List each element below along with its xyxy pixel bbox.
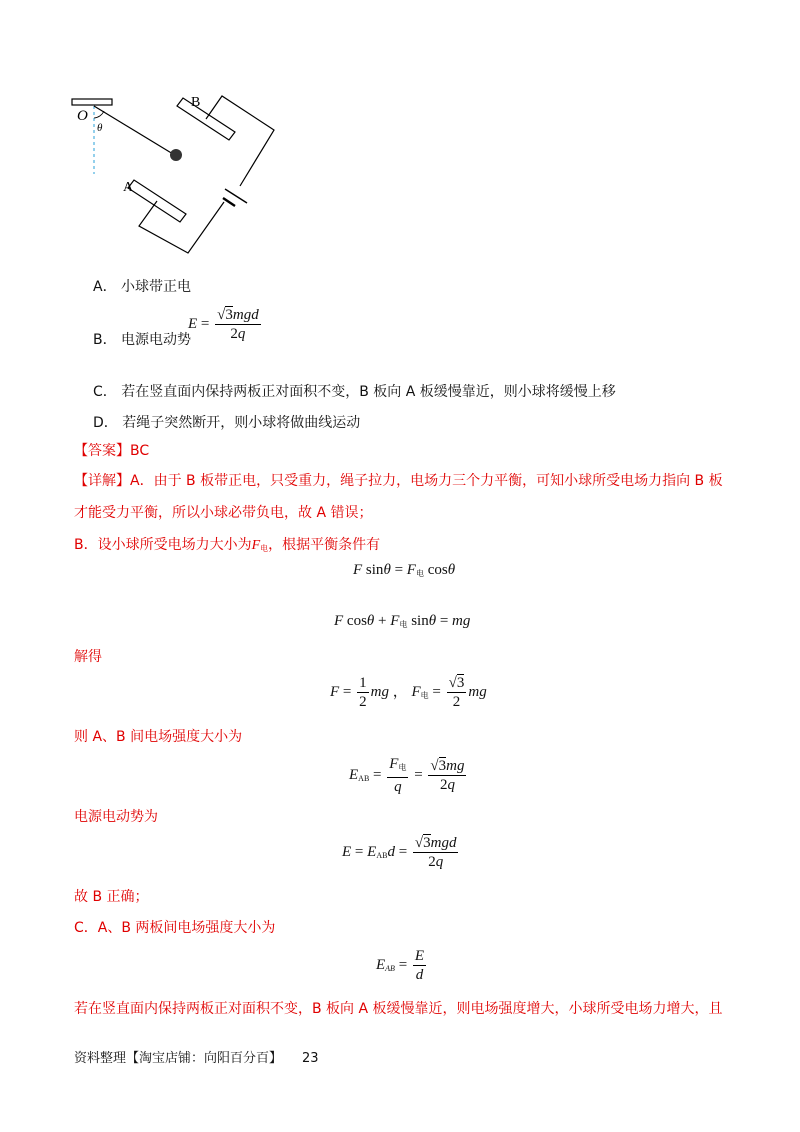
circuit-figure <box>60 90 300 260</box>
page-number: 23 <box>302 1051 319 1066</box>
explanation-line-1 <box>74 471 723 491</box>
equation-4: $E_{AB}$ = $\frac{F_电}{q}$ = $\frac{√3mg}{2q}$ <box>349 756 465 795</box>
label-theta: θ <box>97 122 103 134</box>
explanation-text-1: A．由于 B 板带正电，只受重力，绳子拉力，电场力三个力平衡，可知小球所受电场力指向 B 板 <box>130 473 723 489</box>
option-c: C． 若在竖直面内保持两板正对面积不变，B 板向 A 板缓慢靠近，则小球将缓慢上移 <box>93 384 616 400</box>
option-b-formula: E = $\frac{\text{√3mgd}}{2q}$ <box>188 307 259 342</box>
c-body-text: 若在竖直面内保持两板正对面积不变，B 板向 A 板缓慢靠近，则电场强度增大，小球所受电场力增大，且 <box>74 1001 723 1017</box>
angle-arc <box>94 111 104 118</box>
label-b: B <box>191 95 201 110</box>
explanation-line-2: 才能受力平衡，所以小球必带负电，故 A 错误； <box>74 505 373 521</box>
label-o: O <box>77 108 88 124</box>
option-d: D． 若绳子突然断开，则小球将做曲线运动 <box>93 415 361 431</box>
solve-label: 解得 <box>74 649 102 665</box>
explanation-line-3: B．设小球所受电场力大小为$F_电$，根据平衡条件有 <box>74 537 381 553</box>
label-a: A <box>123 180 134 195</box>
emf-text: 电源电动势为 <box>74 809 158 825</box>
option-b <box>93 330 191 350</box>
explanation-text-3a: B．设小球所受电场力大小为 <box>74 537 252 553</box>
string <box>94 106 173 154</box>
wire-a <box>139 201 224 253</box>
option-b-label: B． 电源电动势 <box>93 332 192 348</box>
c-head-text: C．A、B 两板间电场强度大小为 <box>74 920 276 936</box>
answer-line <box>74 441 149 461</box>
equation-6: $E_{AB}$ = $\frac{E}{d}$ <box>376 948 425 983</box>
wire-b <box>206 96 274 186</box>
field-ab-text: 则 A、B 间电场强度大小为 <box>74 729 243 745</box>
answer-value: BC <box>130 443 150 459</box>
charged-ball <box>170 149 182 161</box>
ceiling-support <box>72 99 112 105</box>
battery-plate-short <box>223 198 235 206</box>
b-correct-text: 故 B 正确； <box>74 889 149 905</box>
equation-1: F $\sin\theta = F_电$ cosθ <box>353 562 456 578</box>
footer-source: 资料整理【淘宝店铺：向阳百分百】 <box>74 1051 283 1066</box>
option-a: A． 小球带正电 <box>93 279 192 295</box>
equation-2: F $\cos\theta + F_电$ sinθ = mg <box>334 613 471 629</box>
answer-label: 【答案】 <box>74 443 130 459</box>
explanation-label: 【详解】 <box>74 473 130 489</box>
equation-3: F = $\frac{1}{2}$ mg ， $F_电$ = $\frac{√3}{2}$ mg <box>330 675 487 710</box>
equation-5: $E = E_{AB}d$ = $\frac{\text{√3mgd}}{2q}$ <box>342 835 457 870</box>
explanation-text-3b: ，根据平衡条件有 <box>268 537 381 553</box>
